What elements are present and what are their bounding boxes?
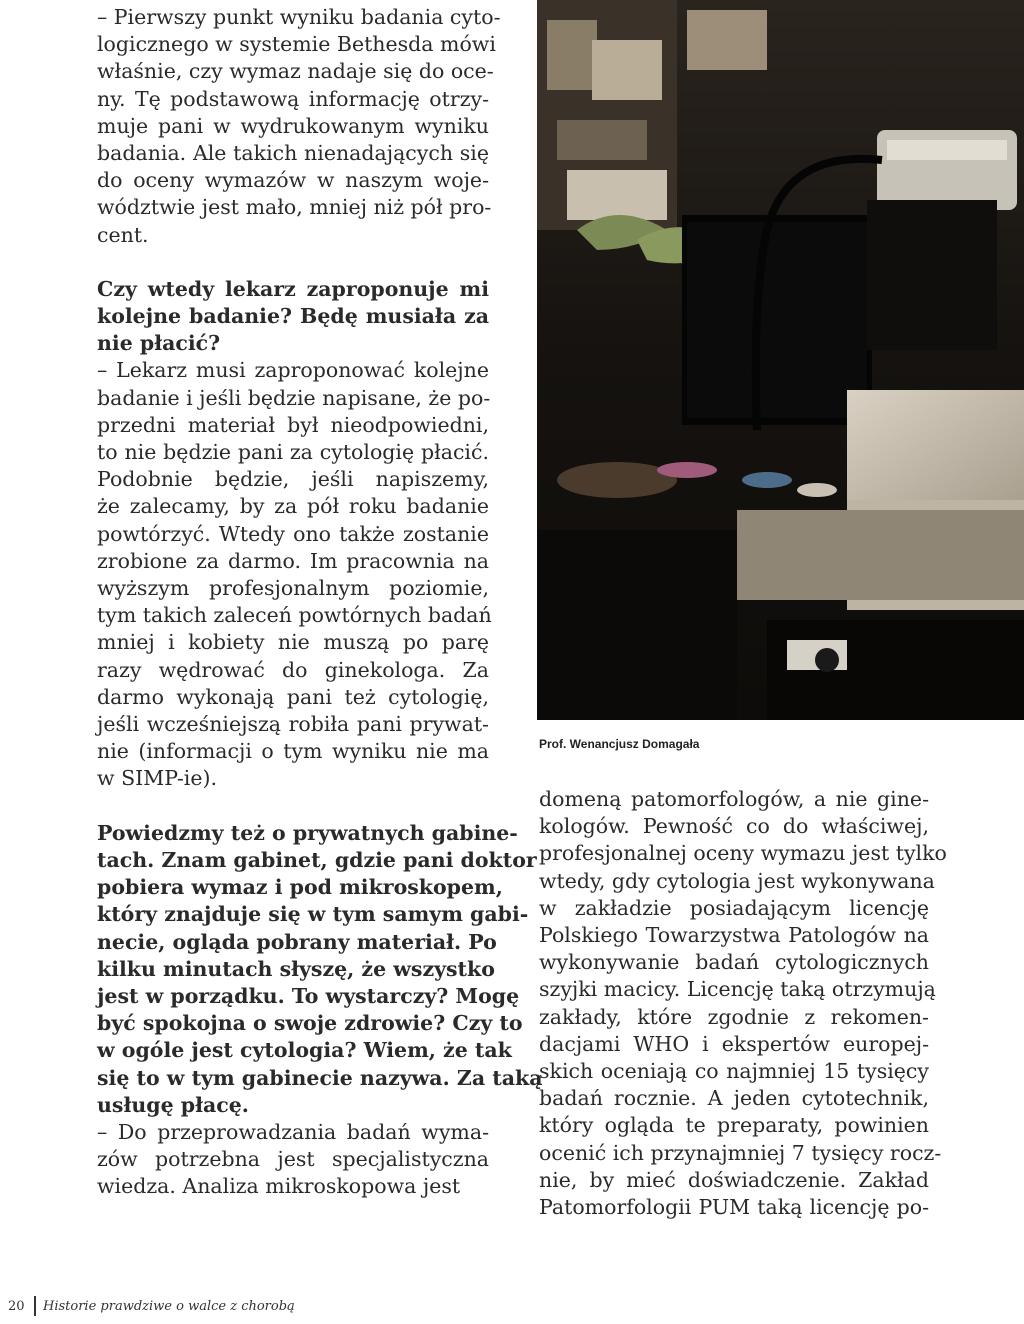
text-line: być spokojna o swoje zdrowie? Czy to	[97, 1011, 523, 1036]
text-line: do oceny wymazów w naszym woje-	[97, 168, 489, 193]
text-line: który znajduje się w tym samym gabi-	[97, 902, 529, 927]
text-line: mniej i kobiety nie muszą po parę	[97, 630, 489, 655]
text-line: nie (informacji o tym wyniku nie ma	[97, 739, 489, 764]
text-line: dacjami WHO i ekspertów europej-	[539, 1031, 929, 1056]
text-line: jeśli wcześniejszą robiła pani prywat-	[97, 712, 489, 737]
text-line: usługę płacę.	[97, 1092, 249, 1117]
text-line: Powiedzmy też o prywatnych gabine-	[97, 820, 518, 845]
microscope-photo	[537, 0, 1024, 720]
text-line: wiedza. Analiza mikroskopowa jest	[97, 1174, 461, 1199]
text-line: to nie będzie pani za cytologię płacić.	[97, 440, 489, 465]
text-line: Polskiego Towarzystwa Patologów na	[539, 923, 929, 948]
text-line: nie płacić?	[97, 331, 221, 356]
text-line: tach. Znam gabinet, gdzie pani doktor	[97, 847, 537, 872]
text-line: nie, by mieć doświadczenie. Zakład	[539, 1167, 929, 1192]
paragraph-gap	[97, 249, 489, 276]
text-line: właśnie, czy wymaz nadaje się do oce-	[97, 59, 494, 84]
interview-answer	[97, 1119, 489, 1201]
interview-answer	[97, 4, 501, 249]
text-line: cent.	[97, 222, 149, 247]
text-line: profesjonalnej oceny wymazu jest tylko	[539, 841, 947, 866]
text-line: Czy wtedy lekarz zaproponuje mi	[97, 276, 489, 301]
text-line: szyjki macicy. Licencję taką otrzymują	[539, 977, 936, 1002]
text-line: w SIMP-ie).	[97, 766, 217, 791]
photo-caption: Prof. Wenancjusz Domagała	[539, 737, 700, 751]
text-line: Podobnie będzie, jeśli napiszemy,	[97, 467, 489, 492]
text-line: domeną patomorfologów, a nie gine-	[539, 787, 929, 811]
text-line: zów potrzebna jest specjalistyczna	[97, 1147, 489, 1172]
text-line: wykonywanie badań cytologicznych	[539, 950, 929, 975]
text-line: razy wędrować do ginekologa. Za	[97, 657, 489, 682]
text-line: który ogląda te preparaty, powinien	[539, 1113, 929, 1138]
publication-title: Historie prawdziwe o walce z chorobą	[43, 1299, 295, 1314]
text-line: muje pani w wydrukowanym wyniku	[97, 113, 489, 138]
text-line: zakłady, które zgodnie z rekomen-	[539, 1004, 929, 1029]
text-line: w zakładzie posiadającym licencję	[539, 895, 929, 920]
footer-divider	[34, 1296, 36, 1316]
text-line: tym takich zaleceń powtórnych badań	[97, 603, 492, 628]
text-line: kilku minutach słyszę, że wszystko	[97, 956, 495, 981]
text-line: logicznego w systemie Bethesda mówi	[97, 32, 496, 57]
text-line: skich oceniają co najmniej 15 tysięcy	[539, 1059, 929, 1084]
text-line: wtedy, gdy cytologia jest wykonywana	[539, 868, 935, 893]
microscope-photo-image	[537, 0, 1024, 720]
text-line: jest w porządku. To wystarczy? Mogę	[97, 983, 520, 1008]
text-line: – Do przeprowadzania badań wyma-	[97, 1119, 489, 1144]
text-line: ny. Tę podstawową informację otrzy-	[97, 86, 489, 111]
text-line: wództwie jest mało, mniej niż pół pro-	[97, 195, 492, 220]
text-line: necie, ogląda pobrany materiał. Po	[97, 929, 497, 954]
text-line: – Lekarz musi zaproponować kolejne	[97, 358, 489, 383]
text-line: Patomorfologii PUM taką licencję po-	[539, 1195, 929, 1220]
interview-answer	[97, 357, 492, 792]
text-line: pobiera wymaz i pod mikroskopem,	[97, 875, 503, 900]
text-line: że zalecamy, by za pół roku badanie	[97, 494, 489, 519]
text-line: badań rocznie. A jeden cytotechnik,	[539, 1086, 929, 1111]
text-line: kolejne badanie? Będę musiała za	[97, 304, 489, 329]
text-line: przedni materiał był nieodpowiedni,	[97, 412, 489, 437]
text-line: zrobione za darmo. Im pracownia na	[97, 548, 489, 573]
paragraph-gap	[97, 793, 489, 820]
text-line: w ogóle jest cytologia? Wiem, że tak	[97, 1038, 512, 1063]
text-line: badania. Ale takich nienadających się	[97, 141, 489, 166]
text-line: darmo wykonają pani też cytologię,	[97, 684, 489, 709]
text-line: ocenić ich przynajmniej 7 tysięcy rocz-	[539, 1140, 942, 1165]
text-line: kologów. Pewność co do właściwej,	[539, 814, 929, 839]
text-line: powtórzyć. Wtedy ono także zostanie	[97, 521, 489, 546]
right-text-column	[539, 786, 947, 1221]
text-line: wyższym profesjonalnym poziomie,	[97, 576, 489, 601]
text-line: badanie i jeśli będzie napisane, że po-	[97, 385, 491, 410]
interview-question	[97, 276, 489, 358]
page-number: 20	[8, 1299, 25, 1314]
text-line: się to w tym gabinecie nazywa. Za taką	[97, 1065, 543, 1090]
left-text-column	[97, 4, 543, 1201]
text-line: – Pierwszy punkt wyniku badania cyto-	[97, 5, 501, 29]
interview-question	[97, 820, 543, 1119]
